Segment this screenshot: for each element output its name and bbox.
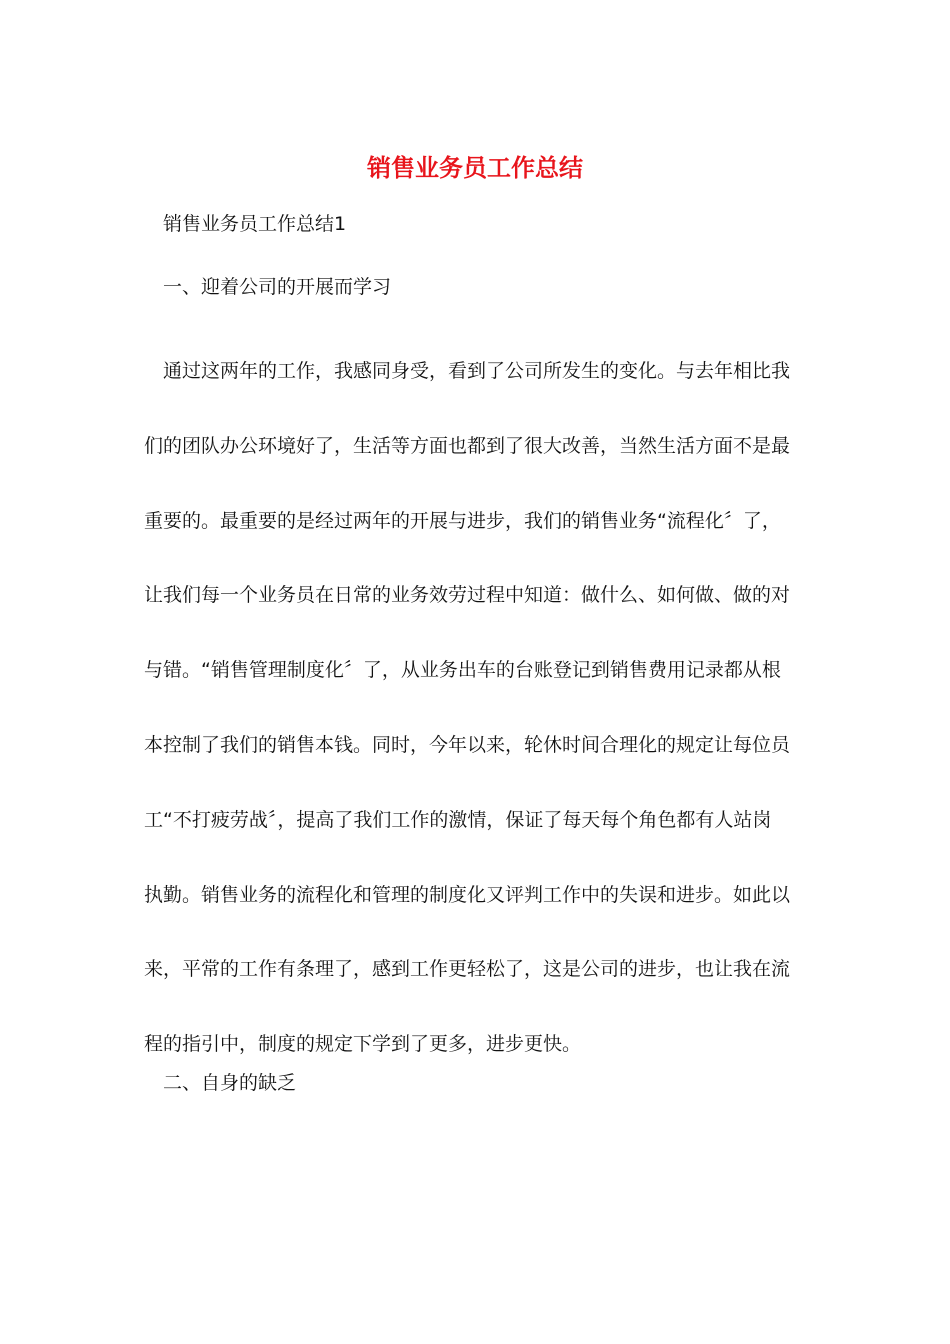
- paragraph-line: 重要的。最重要的是经过两年的开展与进步，我们的销售业务“流程化〞了，: [144, 509, 781, 532]
- paragraph-line: 通过这两年的工作，我感同身受，看到了公司所发生的变化。与去年相比我: [163, 360, 791, 382]
- paragraph-line: 程的指引中，制度的规定下学到了更多，进步更快。: [144, 1033, 582, 1056]
- paragraph-line: 本控制了我们的销售本钱。同时，今年以来，轮休时间合理化的规定让每位员: [144, 733, 791, 756]
- paragraph-line: 让我们每一个业务员在日常的业务效劳过程中知道：做什么、如何做、做的对: [144, 584, 791, 607]
- paragraph-line: 工“不打疲劳战〞，提高了我们工作的激情，保证了每天每个角色都有人站岗: [144, 808, 772, 831]
- section-heading-2: 二、自身的缺乏: [163, 1072, 297, 1094]
- paragraph-line: 与错。“销售管理制度化〞了，从业务出车的台账登记到销售费用记录都从根: [144, 659, 781, 682]
- paragraph-line: 来，平常的工作有条理了，感到工作更轻松了，这是公司的进步，也让我在流: [144, 958, 791, 981]
- document-title: 销售业务员工作总结: [367, 153, 583, 182]
- document-subtitle: 销售业务员工作总结1: [163, 213, 347, 235]
- body-paragraph: [144, 334, 798, 1082]
- paragraph-line: 执勤。销售业务的流程化和管理的制度化又评判工作中的失误和进步。如此以: [144, 883, 791, 906]
- paragraph-line: 们的团队办公环境好了，生活等方面也都到了很大改善，当然生活方面不是最: [144, 434, 791, 457]
- section-heading-1: 一、迎着公司的开展而学习: [163, 276, 392, 298]
